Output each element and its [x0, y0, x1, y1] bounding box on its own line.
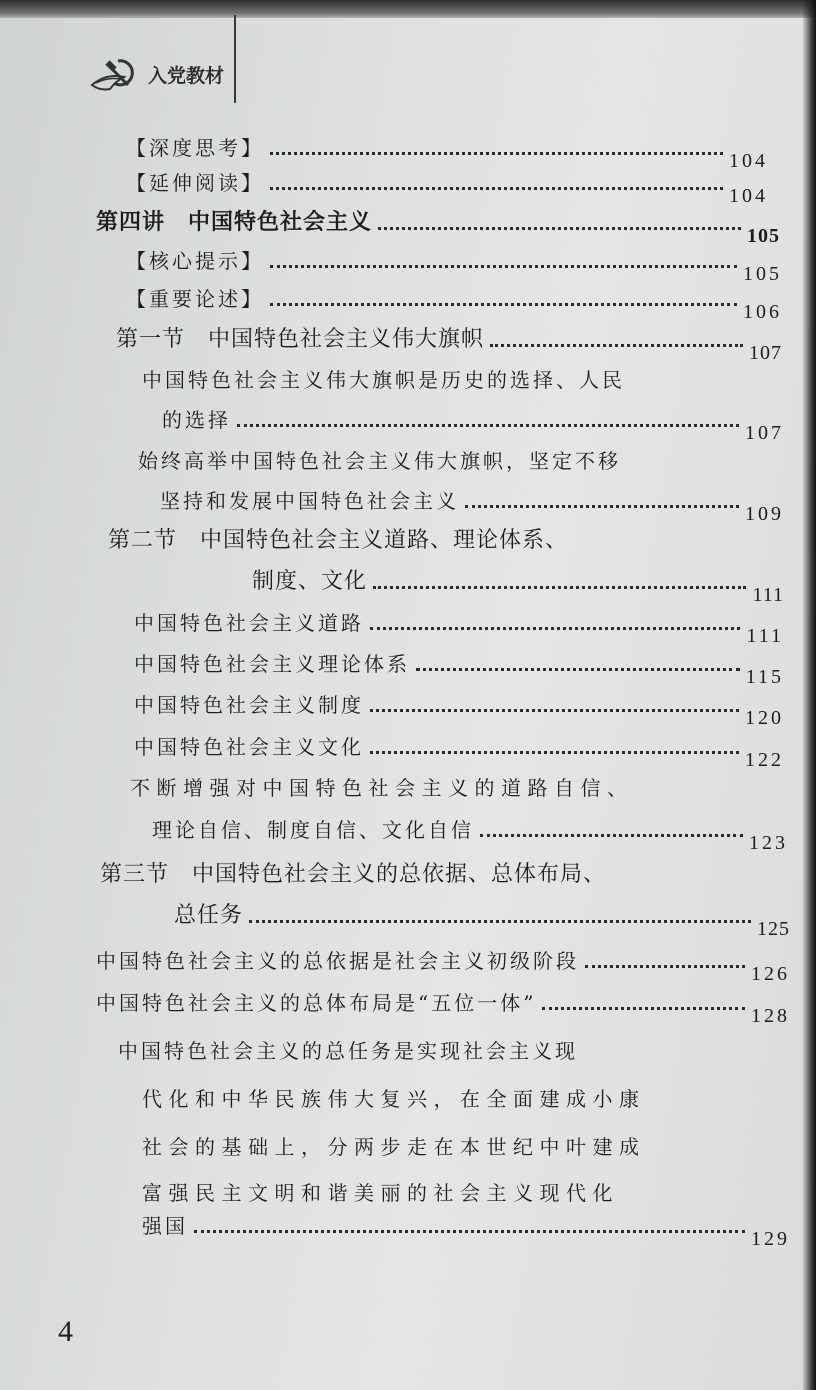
- toc-entry-s1-item2[interactable]: [160, 485, 784, 525]
- toc-entry-continuation: 坚持和发展中国特色社会主义: [160, 489, 459, 513]
- toc-entry-s3-item1[interactable]: [96, 945, 790, 985]
- book-spine-shadow: [0, 0, 816, 18]
- toc-entry-section2[interactable]: [252, 564, 784, 606]
- toc-entry-s2-item1[interactable]: [134, 607, 784, 647]
- toc-entry-continuation: 强国: [142, 1214, 188, 1238]
- page-edge-shadow: [802, 0, 816, 1390]
- toc-page-number: 109: [745, 503, 784, 525]
- toc-leader-dots: [249, 920, 751, 923]
- party-emblem-icon: [88, 55, 142, 93]
- toc-section-title[interactable]: 第三节 中国特色社会主义的总依据、总体布局、: [100, 862, 607, 887]
- toc-entry-text: 中国特色社会主义理论体系: [134, 652, 410, 676]
- toc-entry-continuation: 的选择: [162, 408, 231, 432]
- toc-leader-dots: [542, 1007, 745, 1010]
- toc-leader-dots: [194, 1230, 745, 1233]
- toc-section-title: 第一节 中国特色社会主义伟大旗帜: [116, 327, 485, 352]
- toc-entry-text[interactable]: 始终高举中国特色社会主义伟大旗帜，坚定不移: [138, 449, 621, 473]
- toc-leader-dots: [585, 965, 745, 968]
- toc-leader-dots: [237, 424, 739, 427]
- toc-entry-text: 【深度思考】: [126, 136, 264, 160]
- toc-page-number: 122: [745, 749, 784, 771]
- toc-page-number: 111: [746, 625, 784, 647]
- toc-page-number: 128: [751, 1005, 790, 1027]
- toc-entry-text: 中国特色社会主义文化: [134, 735, 364, 759]
- page-number: 4: [58, 1315, 73, 1348]
- toc-entry-continuation: 总任务: [174, 903, 244, 928]
- toc-entry-text: 【延伸阅读】: [126, 171, 264, 195]
- toc-entry-text: 【重要论述】: [126, 287, 264, 311]
- toc-leader-dots: [370, 627, 740, 630]
- toc-leader-dots: [373, 586, 746, 589]
- toc-page-number: 107: [749, 342, 782, 364]
- toc-entry-section1[interactable]: [116, 322, 782, 364]
- toc-entry-s1-item1[interactable]: [162, 404, 784, 444]
- toc-entry-s3-item2[interactable]: [96, 987, 790, 1027]
- toc-page-number: 104: [729, 185, 768, 207]
- toc-page-number: 120: [745, 707, 784, 729]
- toc-page-number: 107: [745, 422, 784, 444]
- toc-leader-dots: [378, 227, 741, 230]
- toc-entry-zhongyao[interactable]: [126, 283, 782, 323]
- toc-page-number: 105: [747, 225, 780, 247]
- toc-entry-continuation: 社会的基础上，分两步走在本世纪中叶建成: [142, 1135, 646, 1159]
- toc-entry-hexin[interactable]: [126, 245, 782, 285]
- toc-leader-dots: [270, 265, 737, 268]
- toc-entry-text[interactable]: 中国特色社会主义的总任务是实现社会主义现: [118, 1039, 578, 1063]
- toc-page-number: 123: [749, 832, 788, 854]
- toc-entry-text: 中国特色社会主义道路: [134, 611, 364, 635]
- toc-entry-text: 【核心提示】: [126, 249, 264, 273]
- toc-entry-text[interactable]: 中国特色社会主义伟大旗帜是历史的选择、人民: [142, 368, 625, 392]
- toc-entry-text[interactable]: 不断增强对中国特色社会主义的道路自信、: [130, 776, 634, 800]
- toc-page-number: 111: [752, 584, 784, 606]
- toc-page-number: 129: [751, 1228, 790, 1250]
- toc-leader-dots: [270, 187, 723, 190]
- toc-leader-dots: [490, 344, 743, 347]
- toc-page-number: 125: [757, 918, 790, 940]
- toc-entry-yanshen[interactable]: [126, 167, 768, 207]
- toc-page-number: 106: [743, 301, 782, 323]
- toc-entry-chapter4[interactable]: [96, 205, 780, 247]
- toc-chapter-title: 第四讲 中国特色社会主义: [96, 210, 373, 235]
- toc-leader-dots: [370, 709, 739, 712]
- toc-entry-section3[interactable]: [174, 898, 790, 940]
- toc-entry-text: 中国特色社会主义的总依据是社会主义初级阶段: [96, 949, 579, 973]
- toc-leader-dots: [480, 834, 743, 837]
- toc-page-number: 115: [745, 666, 784, 688]
- toc-entry-s2-item2[interactable]: [134, 648, 784, 688]
- toc-page-number: 126: [751, 963, 790, 985]
- toc-entry-continuation: 富强民主文明和谐美丽的社会主义现代化: [142, 1181, 619, 1205]
- toc-leader-dots: [270, 303, 737, 306]
- toc-entry-text: 中国特色社会主义的总体布局是“五位一体”: [96, 991, 537, 1015]
- toc-leader-dots: [370, 751, 739, 754]
- toc-entry-shendu[interactable]: [126, 132, 768, 172]
- header-divider: [234, 15, 236, 103]
- toc-section-title[interactable]: 第二节 中国特色社会主义道路、理论体系、: [108, 528, 569, 553]
- toc-entry-continuation: 制度、文化: [252, 569, 368, 594]
- toc-leader-dots: [270, 152, 723, 155]
- toc-page-number: 105: [743, 263, 782, 285]
- toc-entry-continuation: 代化和中华民族伟大复兴，在全面建成小康: [142, 1087, 646, 1111]
- toc-entry-continuation: 理论自信、制度自信、文化自信: [152, 818, 474, 842]
- toc-leader-dots: [465, 505, 739, 508]
- toc-entry-s2-item3[interactable]: [134, 689, 784, 729]
- header-title: 入党教材: [148, 65, 225, 87]
- toc-leader-dots: [416, 668, 740, 671]
- toc-entry-s2-item4[interactable]: [134, 731, 784, 771]
- toc-entry-text: 中国特色社会主义制度: [134, 693, 364, 717]
- toc-entry-s2-item5[interactable]: [152, 814, 788, 854]
- toc-entry-s3-item3[interactable]: [142, 1210, 790, 1250]
- toc-page-number: 104: [729, 150, 768, 172]
